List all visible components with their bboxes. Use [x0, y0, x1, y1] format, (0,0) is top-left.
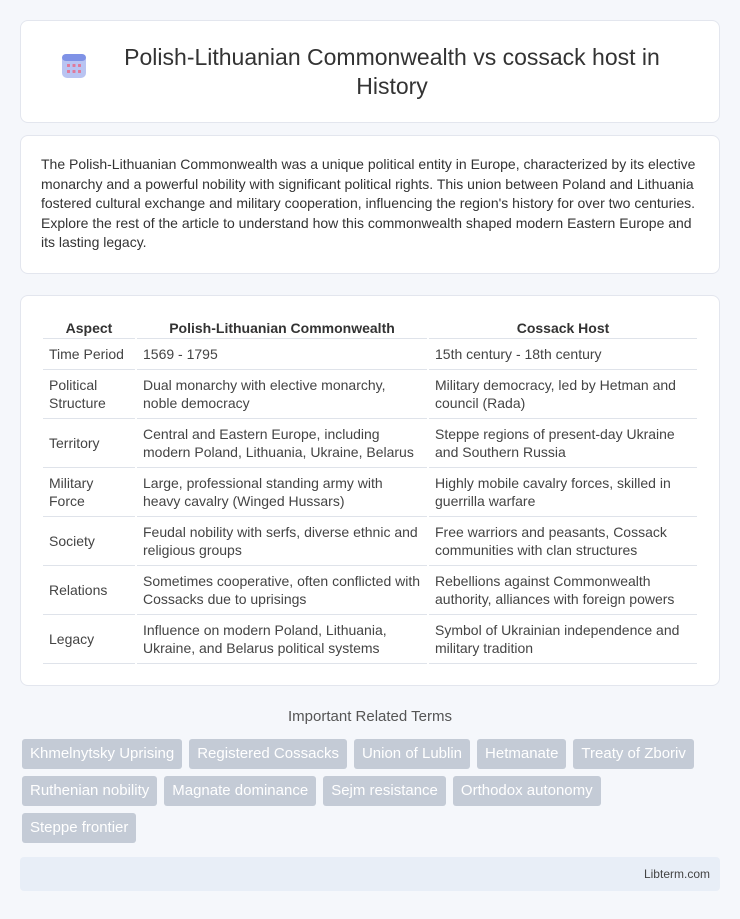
table-row: [43, 419, 697, 468]
related-terms-list: [22, 739, 720, 843]
footer-site-link[interactable]: Libterm.com: [643, 866, 710, 881]
term-tag[interactable]: Ruthenian nobility: [22, 776, 157, 806]
page-title: Polish-Lithuanian Commonwealth vs cossack host in History: [124, 43, 660, 99]
row-aspect: Political Structure: [43, 370, 135, 419]
term-tag[interactable]: Khmelnytsky Uprising: [22, 739, 182, 769]
term-tag[interactable]: Union of Lublin: [354, 739, 470, 769]
footer: [20, 857, 720, 891]
row-cossack-host: Rebellions against Commonwealth authority, alliances with foreign powers: [429, 566, 697, 615]
row-cossack-host: Symbol of Ukrainian independence and military tradition: [429, 615, 697, 664]
row-cossack-host: Steppe regions of present-day Ukraine and Southern Russia: [429, 419, 697, 468]
header-aspect: Aspect: [43, 316, 135, 339]
row-aspect: Time Period: [43, 339, 135, 370]
table-icon: [61, 53, 87, 79]
row-aspect: Territory: [43, 419, 135, 468]
row-cossack-host: Free warriors and peasants, Cossack communities with clan structures: [429, 517, 697, 566]
row-commonwealth: Central and Eastern Europe, including modern Poland, Lithuania, Ukraine, Belarus: [137, 419, 427, 468]
row-aspect: Military Force: [43, 468, 135, 517]
comparison-table-card: [20, 295, 720, 686]
comparison-table: [41, 316, 699, 664]
row-commonwealth: Sometimes cooperative, often conflicted with Cossacks due to uprisings: [137, 566, 427, 615]
table-row: [43, 468, 697, 517]
row-commonwealth: Feudal nobility with serfs, diverse ethnic and religious groups: [137, 517, 427, 566]
term-tag[interactable]: Orthodox autonomy: [453, 776, 601, 806]
table-row: [43, 615, 697, 664]
table-row: [43, 517, 697, 566]
row-commonwealth: Large, professional standing army with heavy cavalry (Winged Hussars): [137, 468, 427, 517]
term-tag[interactable]: Hetmanate: [477, 739, 566, 769]
table-header-row: [43, 316, 697, 339]
term-tag[interactable]: Sejm resistance: [323, 776, 446, 806]
row-aspect: Society: [43, 517, 135, 566]
term-tag[interactable]: Magnate dominance: [164, 776, 316, 806]
row-commonwealth: Influence on modern Poland, Lithuania, Ukraine, and Belarus political systems: [137, 615, 427, 664]
related-terms-title: Important Related Terms: [288, 707, 452, 725]
term-tag[interactable]: Treaty of Zboriv: [573, 739, 693, 769]
header-cossack-host: Cossack Host: [429, 316, 697, 339]
title-card: [20, 20, 720, 123]
title-wrap: [61, 43, 679, 101]
term-tag[interactable]: Registered Cossacks: [189, 739, 347, 769]
term-tag[interactable]: Steppe frontier: [22, 813, 136, 843]
row-aspect: Legacy: [43, 615, 135, 664]
row-cossack-host: Military democracy, led by Hetman and council (Rada): [429, 370, 697, 419]
intro-card: [20, 135, 720, 274]
header-commonwealth: Polish-Lithuanian Commonwealth: [137, 316, 427, 339]
row-cossack-host: Highly mobile cavalry forces, skilled in guerrilla warfare: [429, 468, 697, 517]
row-commonwealth: 1569 - 1795: [137, 339, 427, 370]
row-cossack-host: 15th century - 18th century: [429, 339, 697, 370]
table-row: [43, 566, 697, 615]
intro-text: The Polish-Lithuanian Commonwealth was a unique political entity in Europe, characterized by its elective monarchy and a powerful nobility with significant political rights. This union between Poland and Lithuania fostered cultural exchange and military cooperation, influencing the region's history for over two centuries. Explore the rest of the article to understand how this commonwealth shaped modern Eastern Europe and its lasting legacy.: [41, 156, 696, 251]
table-row: [43, 370, 697, 419]
table-row: [43, 339, 697, 370]
row-aspect: Relations: [43, 566, 135, 615]
row-commonwealth: Dual monarchy with elective monarchy, noble democracy: [137, 370, 427, 419]
